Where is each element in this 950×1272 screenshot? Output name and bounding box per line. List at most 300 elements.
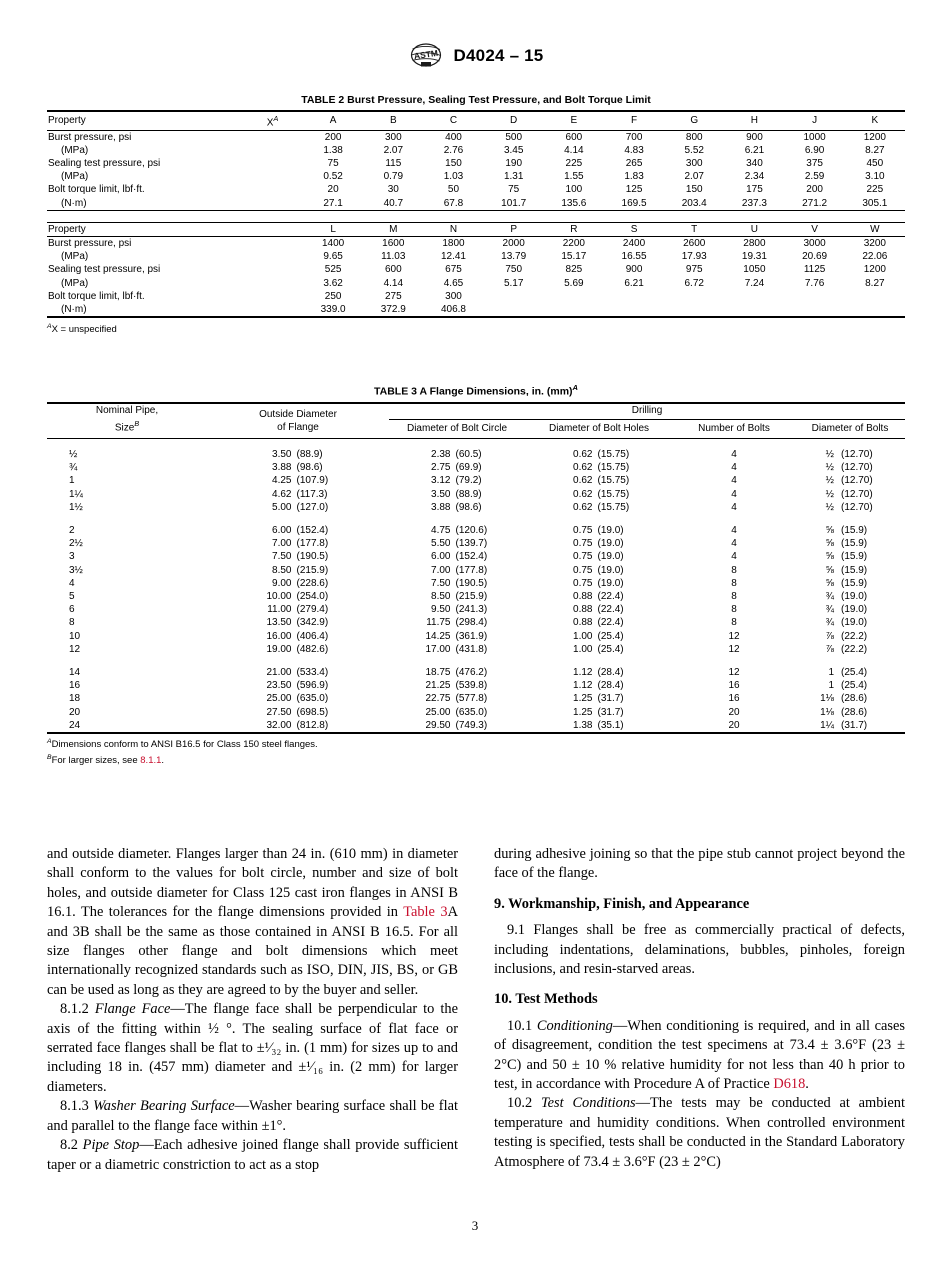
table-2-block bbox=[47, 94, 905, 336]
row-label: (N·m) bbox=[61, 197, 87, 209]
cell: 2000 bbox=[502, 237, 525, 249]
paragraph-91: 9.1 Flanges shall be free as commercially practical of defects, including indentations, delaminations, bubbles, pinholes, foreign inclusions, and resin-starved areas. bbox=[494, 922, 905, 978]
cell: 2.59 bbox=[804, 171, 825, 183]
table-2-col-header: G bbox=[690, 115, 699, 127]
cell: 9.65 bbox=[323, 251, 343, 263]
cell bbox=[544, 303, 604, 317]
cell: 900 bbox=[746, 131, 763, 143]
cell bbox=[544, 290, 604, 303]
cell: 0.52 bbox=[323, 171, 343, 183]
number-of-bolts-cell: 8 bbox=[731, 590, 737, 602]
cell: 339.0 bbox=[320, 303, 346, 315]
cell: 1600 bbox=[382, 237, 405, 249]
outside-diameter-cell: 10.00 (254.0) bbox=[266, 590, 329, 602]
row-label: Sealing test pressure, psi bbox=[48, 264, 161, 276]
cell: 135.6 bbox=[561, 197, 587, 209]
cell: 6.21 bbox=[744, 144, 765, 156]
outside-diameter-cell: 23.50 (596.9) bbox=[266, 680, 329, 692]
table-2-col-header: N bbox=[449, 223, 458, 235]
cell: 4.83 bbox=[624, 144, 644, 156]
cell: 2200 bbox=[562, 237, 585, 249]
number-of-bolts-cell: 4 bbox=[731, 524, 737, 536]
cell: 2.76 bbox=[443, 144, 464, 156]
cell: 400 bbox=[445, 131, 462, 143]
cell: 8.27 bbox=[865, 144, 885, 156]
bolt-circle-cell: 29.50 (749.3) bbox=[425, 719, 488, 731]
outside-diameter-cell: 4.62 (117.3) bbox=[272, 488, 328, 500]
table-spacer-row bbox=[47, 210, 905, 222]
cell: 22.06 bbox=[862, 251, 888, 263]
bolt-circle-cell: 8.50 (215.9) bbox=[431, 590, 488, 602]
row-label: Sealing test pressure, psi bbox=[48, 157, 161, 169]
table-2-col-header: R bbox=[570, 223, 578, 235]
left-column bbox=[47, 845, 458, 1175]
cell: 225 bbox=[565, 157, 583, 169]
cell bbox=[242, 277, 303, 290]
cell: 750 bbox=[505, 264, 523, 276]
table-2-col-header: H bbox=[750, 115, 759, 127]
row-label: Bolt torque limit, lbf·ft. bbox=[48, 290, 145, 302]
section-link-811[interactable]: 8.1.1 bbox=[140, 755, 162, 767]
number-of-bolts-cell: 4 bbox=[731, 488, 737, 500]
outside-diameter-cell: 11.00 (279.4) bbox=[267, 604, 329, 616]
bolt-holes-cell: 0.88 (22.4) bbox=[573, 617, 624, 629]
cell: 265 bbox=[625, 157, 643, 169]
table-2-col-header: W bbox=[870, 223, 880, 235]
cell: 600 bbox=[384, 264, 402, 276]
diameter-of-bolts-cell: ⅝ (15.9) bbox=[825, 577, 868, 589]
table-row bbox=[47, 144, 905, 157]
table-row bbox=[47, 692, 905, 705]
number-of-bolts-cell: 8 bbox=[731, 604, 737, 616]
cell: 372.9 bbox=[380, 303, 406, 315]
number-of-bolts-cell: 12 bbox=[728, 643, 740, 655]
cell bbox=[484, 303, 544, 317]
number-of-bolts-cell: 4 bbox=[731, 538, 737, 550]
cell bbox=[785, 290, 845, 303]
cell: 2.07 bbox=[383, 144, 404, 156]
cell: 1000 bbox=[803, 131, 826, 143]
bolt-circle-cell: 7.00 (177.8) bbox=[431, 564, 488, 576]
right-column bbox=[494, 845, 905, 1175]
table-3-footnote-a: $^A$Dimensions conform to ANSI B16.5 for Class 150 steel flanges. bbox=[47, 738, 318, 751]
cell: 2.07 bbox=[684, 171, 704, 183]
cell: 11.03 bbox=[381, 251, 406, 263]
number-of-bolts-cell: 20 bbox=[728, 719, 740, 731]
table-2-header-row-1 bbox=[47, 111, 905, 130]
bolt-holes-cell: 0.75 (19.0) bbox=[573, 564, 624, 576]
cell: 7.76 bbox=[804, 277, 825, 289]
table-3-block bbox=[47, 383, 905, 767]
bolt-holes-cell: 0.75 (19.0) bbox=[573, 577, 624, 589]
outside-diameter-cell: 13.50 (342.9) bbox=[266, 617, 329, 629]
paragraph-813: 8.1.3 Washer Bearing Surface—Washer bearing surface shall be flat and parallel to the flange face within ±1°. bbox=[47, 1098, 458, 1134]
cell: 3200 bbox=[863, 237, 886, 249]
table-3-nominal-pipe-size-header: Nominal Pipe, Size$^B$ bbox=[47, 403, 207, 439]
outside-diameter-cell: 7.00 (177.8) bbox=[272, 538, 329, 550]
cell: 5.52 bbox=[684, 144, 704, 156]
table-3 bbox=[47, 402, 905, 734]
table-spacer-row bbox=[47, 656, 905, 666]
cell: 1800 bbox=[442, 237, 465, 249]
cell: 1050 bbox=[743, 264, 766, 276]
bolt-holes-cell: 1.00 (25.4) bbox=[573, 630, 624, 642]
cell: 250 bbox=[324, 290, 342, 302]
table-row bbox=[47, 170, 905, 183]
nominal-pipe-size-cell: 2 bbox=[69, 524, 75, 536]
cell: 6.72 bbox=[684, 277, 704, 289]
cell: 6.21 bbox=[624, 277, 644, 289]
cell: 5.17 bbox=[503, 277, 524, 289]
table-row bbox=[47, 236, 905, 250]
table-3-drilling-group-header: Drilling bbox=[389, 403, 905, 420]
table-row bbox=[47, 438, 905, 461]
cell: 169.5 bbox=[621, 197, 647, 209]
cell: 1.55 bbox=[564, 171, 584, 183]
table-row bbox=[47, 488, 905, 501]
cell bbox=[845, 290, 905, 303]
table-3-diameter-of-bolts-header: Diameter of Bolts bbox=[811, 422, 889, 434]
bolt-circle-cell: 9.50 (241.3) bbox=[431, 604, 488, 616]
row-label: Burst pressure, psi bbox=[48, 237, 132, 249]
paragraph-811-continued: and outside diameter. Flanges larger than 24 in. (610 mm) in diameter shall conform to the values for bolt circle, number and size of bolt holes, and outside diameter for Class 125 cast iron flanges in ANSI B 16.1. The tolerances for the flange dimensions provided in Table 3A and 3B shall be the same as those contained in ANSI B 16.5. For all size flanges other flange and bolt dimensions which meet internationally recognized standards such as ISO, DIN, JIS, BS, or GB can be used as long as they are agreed to by the buyer and seller. bbox=[47, 846, 458, 998]
table-2-footnote: $^A$X = unspecified bbox=[47, 322, 117, 335]
outside-diameter-cell: 21.00 (533.4) bbox=[266, 666, 329, 678]
cell: 675 bbox=[445, 264, 462, 276]
cell: 300 bbox=[445, 290, 462, 302]
number-of-bolts-cell: 4 bbox=[731, 462, 737, 474]
cell: 40.7 bbox=[383, 197, 404, 209]
cell bbox=[242, 183, 303, 196]
bolt-circle-cell: 11.75 (298.4) bbox=[426, 617, 488, 629]
table-row bbox=[47, 679, 905, 692]
bolt-circle-cell: 21.25 (539.8) bbox=[425, 680, 488, 692]
diameter-of-bolts-cell: ½ (12.70) bbox=[825, 488, 873, 500]
document-header bbox=[0, 42, 950, 69]
table-2-col-header: V bbox=[811, 223, 818, 235]
bolt-holes-cell: 0.75 (19.0) bbox=[573, 524, 624, 536]
bolt-holes-cell: 1.38 (35.1) bbox=[573, 719, 624, 731]
cell: 150 bbox=[685, 184, 703, 196]
bolt-circle-cell: 2.75 (69.9) bbox=[431, 462, 482, 474]
diameter-of-bolts-cell: ½ (12.70) bbox=[825, 448, 873, 460]
bolt-holes-cell: 1.00 (25.4) bbox=[573, 643, 624, 655]
outside-diameter-cell: 6.00 (152.4) bbox=[272, 524, 329, 536]
number-of-bolts-cell: 16 bbox=[728, 680, 740, 692]
diameter-of-bolts-cell: ½ (12.70) bbox=[825, 462, 873, 474]
table-3-number-of-bolts-header: Number of Bolts bbox=[698, 422, 770, 434]
cell: 1.38 bbox=[323, 144, 343, 156]
cell: 175 bbox=[746, 184, 763, 196]
number-of-bolts-cell: 20 bbox=[728, 706, 740, 718]
diameter-of-bolts-cell: ⅝ (15.9) bbox=[825, 538, 868, 550]
diameter-of-bolts-cell: ⅞ (22.2) bbox=[825, 643, 868, 655]
nominal-pipe-size-cell: 5 bbox=[69, 590, 75, 602]
outside-diameter-cell: 5.00 (127.0) bbox=[272, 501, 329, 513]
table-row bbox=[47, 263, 905, 276]
cell: 700 bbox=[625, 131, 643, 143]
table-2-col-header: T bbox=[691, 223, 698, 235]
cell: 16.55 bbox=[621, 251, 647, 263]
cell bbox=[724, 303, 784, 317]
outside-diameter-cell: 25.00 (635.0) bbox=[266, 693, 329, 705]
cell: 0.79 bbox=[383, 171, 404, 183]
page-number: 3 bbox=[471, 1218, 479, 1233]
cell: 600 bbox=[565, 131, 583, 143]
table-row bbox=[47, 461, 905, 474]
number-of-bolts-cell: 12 bbox=[728, 666, 740, 678]
cell: 3000 bbox=[803, 237, 826, 249]
cell: 17.93 bbox=[681, 251, 707, 263]
table-2 bbox=[47, 110, 905, 318]
cell: 3.10 bbox=[865, 171, 885, 183]
table-row bbox=[47, 564, 905, 577]
table-row bbox=[47, 643, 905, 656]
document-designation: D4024 – 15 bbox=[453, 45, 544, 65]
outside-diameter-cell: 19.00 (482.6) bbox=[266, 643, 329, 655]
cell bbox=[242, 130, 303, 144]
outside-diameter-cell: 7.50 (190.5) bbox=[272, 551, 329, 563]
cell: 4.65 bbox=[443, 277, 464, 289]
cell: 4.14 bbox=[383, 277, 404, 289]
nominal-pipe-size-cell: 1½ bbox=[69, 501, 83, 513]
cell: 75 bbox=[327, 157, 339, 169]
cell: 1.83 bbox=[624, 171, 644, 183]
table-2-col-header: B bbox=[389, 115, 397, 127]
section-10-heading: 10. Test Methods bbox=[494, 991, 598, 1008]
nominal-pipe-size-cell: 3½ bbox=[69, 564, 83, 576]
cell: 2600 bbox=[683, 237, 706, 249]
table-2-col-header: P bbox=[510, 223, 517, 235]
table-row bbox=[47, 277, 905, 290]
table-row bbox=[47, 603, 905, 616]
cell bbox=[484, 290, 544, 303]
table-3-bolt-circle-header: Diameter of Bolt Circle bbox=[406, 422, 508, 434]
number-of-bolts-cell: 4 bbox=[731, 501, 737, 513]
body-text-columns bbox=[47, 845, 905, 1175]
table-3-title: TABLE 3 A Flange Dimensions, in. (mm)$^A$ bbox=[374, 383, 578, 398]
cell: 200 bbox=[324, 131, 342, 143]
table-row bbox=[47, 524, 905, 537]
cell: 375 bbox=[806, 157, 823, 169]
cell: 450 bbox=[866, 157, 884, 169]
number-of-bolts-cell: 8 bbox=[731, 577, 737, 589]
nominal-pipe-size-cell: 18 bbox=[69, 693, 81, 705]
table-row bbox=[47, 290, 905, 303]
cell: 2800 bbox=[743, 237, 766, 249]
table-2-blank-header bbox=[242, 222, 303, 236]
cell bbox=[242, 157, 303, 170]
diameter-of-bolts-cell: ⅝ (15.9) bbox=[825, 551, 868, 563]
outside-diameter-cell: 27.50 (698.5) bbox=[266, 706, 329, 718]
table-3-link[interactable]: Table 3 bbox=[403, 904, 448, 921]
cell bbox=[604, 303, 664, 317]
table-3-footnote-b: $^B$For larger sizes, see 8.1.1. bbox=[47, 754, 165, 767]
bolt-holes-cell: 0.62 (15.75) bbox=[573, 501, 630, 513]
cell: 500 bbox=[505, 131, 523, 143]
table-3-body bbox=[47, 438, 905, 733]
cell: 20.69 bbox=[802, 251, 828, 263]
cell: 50 bbox=[447, 184, 460, 196]
table-2-col-header: K bbox=[871, 115, 879, 127]
diameter-of-bolts-cell: ¾ (19.0) bbox=[825, 590, 868, 602]
bolt-holes-cell: 0.62 (15.75) bbox=[573, 462, 630, 474]
bolt-circle-cell: 25.00 (635.0) bbox=[425, 706, 488, 718]
cell: 300 bbox=[685, 157, 703, 169]
cell bbox=[242, 290, 303, 303]
table-2-title: TABLE 2 Burst Pressure, Sealing Test Pressure, and Bolt Torque Limit bbox=[301, 94, 651, 106]
table-row bbox=[47, 630, 905, 643]
cell: 406.8 bbox=[440, 303, 466, 315]
table-3-bolt-holes-header: Diameter of Bolt Holes bbox=[548, 422, 650, 434]
diameter-of-bolts-cell: ½ (12.70) bbox=[825, 475, 873, 487]
bolt-circle-cell: 3.88 (98.6) bbox=[431, 501, 482, 513]
diameter-of-bolts-cell: ⅝ (15.9) bbox=[825, 564, 868, 576]
bolt-holes-cell: 0.88 (22.4) bbox=[573, 590, 624, 602]
diameter-of-bolts-cell: ¾ (19.0) bbox=[825, 604, 868, 616]
nominal-pipe-size-cell: 16 bbox=[69, 680, 81, 692]
nominal-pipe-size-cell: 14 bbox=[69, 666, 81, 678]
cell bbox=[664, 303, 724, 317]
bolt-circle-cell: 6.00 (152.4) bbox=[431, 551, 488, 563]
table-2-body-2 bbox=[47, 222, 905, 317]
table-2-col-header: D bbox=[510, 115, 518, 127]
cell bbox=[242, 250, 303, 263]
table-row bbox=[47, 130, 905, 144]
diameter-of-bolts-cell: ⅝ (15.9) bbox=[825, 524, 868, 536]
cell: 125 bbox=[625, 184, 643, 196]
table-row bbox=[47, 157, 905, 170]
table-2-col-header: M bbox=[389, 223, 398, 235]
cell: 12.41 bbox=[440, 251, 466, 263]
bolt-circle-cell: 3.12 (79.2) bbox=[431, 475, 482, 487]
cell bbox=[604, 290, 664, 303]
diameter-of-bolts-cell: 1¼ (31.7) bbox=[820, 719, 868, 731]
cell: 4.14 bbox=[564, 144, 584, 156]
bolt-holes-cell: 1.12 (28.4) bbox=[573, 666, 624, 678]
table-2-col-header: U bbox=[750, 223, 759, 235]
nominal-pipe-size-cell: 8 bbox=[69, 617, 75, 629]
cell: 1200 bbox=[863, 264, 886, 276]
cell: 100 bbox=[565, 184, 583, 196]
cell bbox=[242, 144, 303, 157]
bolt-circle-cell: 7.50 (190.5) bbox=[431, 577, 488, 589]
outside-diameter-cell: 3.50 (88.9) bbox=[272, 448, 323, 460]
diameter-of-bolts-cell: 1⅛ (28.6) bbox=[820, 706, 868, 718]
diameter-of-bolts-cell: ½ (12.70) bbox=[825, 501, 873, 513]
table-row bbox=[47, 474, 905, 487]
number-of-bolts-cell: 4 bbox=[731, 448, 737, 460]
table-3-header-row-1 bbox=[47, 403, 905, 420]
diameter-of-bolts-cell: 1⅛ (28.6) bbox=[820, 693, 868, 705]
diameter-of-bolts-cell: 1 (25.4) bbox=[828, 666, 868, 678]
cell bbox=[785, 303, 845, 317]
table-row bbox=[47, 590, 905, 603]
spacer bbox=[47, 514, 905, 524]
nominal-pipe-size-cell: 24 bbox=[69, 719, 81, 731]
table-spacer-row bbox=[47, 514, 905, 524]
practice-d618-link[interactable]: D618 bbox=[773, 1076, 806, 1093]
number-of-bolts-cell: 8 bbox=[731, 564, 737, 576]
bolt-holes-cell: 1.12 (28.4) bbox=[573, 680, 624, 692]
number-of-bolts-cell: 8 bbox=[731, 617, 737, 629]
cell: 225 bbox=[866, 184, 884, 196]
bolt-circle-cell: 4.75 (120.6) bbox=[431, 524, 488, 536]
section-9-heading: 9. Workmanship, Finish, and Appearance bbox=[494, 895, 750, 912]
cell bbox=[242, 263, 303, 276]
cell: 101.7 bbox=[501, 197, 527, 209]
bolt-circle-cell: 17.00 (431.8) bbox=[425, 643, 488, 655]
cell: 1400 bbox=[321, 237, 345, 249]
nominal-pipe-size-cell: 3 bbox=[69, 551, 75, 563]
nominal-pipe-size-cell: 10 bbox=[69, 630, 81, 642]
cell: 237.3 bbox=[741, 197, 767, 209]
cell: 20 bbox=[327, 184, 339, 196]
cell: 340 bbox=[746, 157, 763, 169]
paragraph-812: 8.1.2 Flange Face—The flange face shall be perpendicular to the axis of the fitting within ½ °. The sealing surface of flat face or serrated face flanges shall be flat to ±¹⁄₃₂ in. (1 mm) for sizes up to and including 18 in. (457 mm) diameter and ±¹⁄₁₆ in. (2 mm) for larger diameters. bbox=[47, 1001, 458, 1095]
cell: 19.31 bbox=[741, 251, 767, 263]
bolt-holes-cell: 0.62 (15.75) bbox=[573, 488, 630, 500]
table-2-col-header: S bbox=[630, 223, 638, 235]
cell bbox=[664, 290, 724, 303]
cell: 300 bbox=[384, 131, 402, 143]
cell: 75 bbox=[508, 184, 520, 196]
table-row bbox=[47, 577, 905, 590]
cell bbox=[242, 197, 303, 211]
cell: 271.2 bbox=[802, 197, 828, 209]
table-2-property-header-2: Property bbox=[48, 223, 86, 235]
cell: 305.1 bbox=[862, 197, 888, 209]
bolt-circle-cell: 22.75 (577.8) bbox=[425, 693, 488, 705]
cell: 525 bbox=[324, 264, 342, 276]
table-2-col-header: F bbox=[630, 115, 638, 127]
outside-diameter-cell: 9.00 (228.6) bbox=[272, 577, 329, 589]
cell: 2.34 bbox=[744, 171, 765, 183]
table-2-col-header: J bbox=[812, 115, 818, 127]
cell bbox=[845, 303, 905, 317]
cell: 1200 bbox=[863, 131, 886, 143]
diameter-of-bolts-cell: ¾ (19.0) bbox=[825, 617, 868, 629]
nominal-pipe-size-cell: 2½ bbox=[69, 538, 83, 550]
cell bbox=[242, 236, 303, 250]
paragraph-102: 10.2 Test Conditions—The tests may be conducted at ambient temperature and humidity conditions. When controlled environment testing is specified, tests shall be conducted in the Standard Laboratory Atmosphere of 73.4 ± 3.6°F (23 ± 2°C) bbox=[494, 1095, 905, 1170]
cell: 2400 bbox=[622, 237, 646, 249]
bolt-holes-cell: 0.62 (15.75) bbox=[573, 475, 630, 487]
nominal-pipe-size-cell: 1¼ bbox=[69, 488, 83, 500]
bolt-holes-cell: 0.88 (22.4) bbox=[573, 604, 624, 616]
bolt-holes-cell: 0.75 (19.0) bbox=[573, 551, 624, 563]
table-2-col-header: A bbox=[329, 115, 337, 127]
cell: 5.69 bbox=[564, 277, 584, 289]
table-row bbox=[47, 719, 905, 733]
cell: 825 bbox=[565, 264, 583, 276]
cell: 27.1 bbox=[323, 197, 343, 209]
cell: 1125 bbox=[803, 264, 826, 276]
nominal-pipe-size-cell: 6 bbox=[69, 604, 75, 616]
table-row bbox=[47, 537, 905, 550]
outside-diameter-cell: 32.00 (812.8) bbox=[266, 719, 329, 731]
row-label: (N·m) bbox=[61, 303, 87, 315]
nominal-pipe-size-cell: 4 bbox=[69, 577, 75, 589]
row-label: (MPa) bbox=[61, 144, 89, 156]
cell: 1.03 bbox=[443, 171, 464, 183]
cell: 6.90 bbox=[804, 144, 825, 156]
row-label: Burst pressure, psi bbox=[48, 131, 132, 143]
cell: 67.8 bbox=[443, 197, 464, 209]
bolt-holes-cell: 0.62 (15.75) bbox=[573, 448, 630, 460]
nominal-pipe-size-cell: ½ bbox=[69, 448, 78, 460]
table-3-outside-diameter-header: Outside Diameter of Flange bbox=[207, 403, 389, 439]
